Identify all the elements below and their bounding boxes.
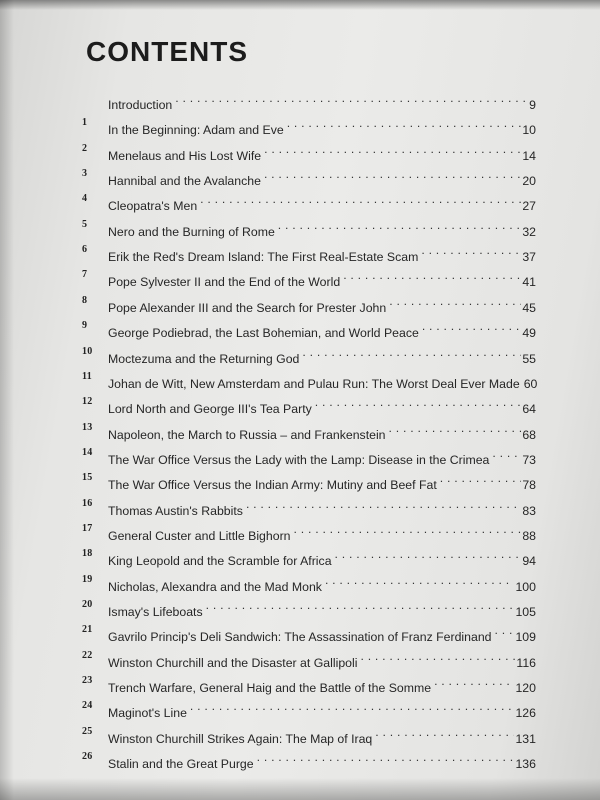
toc-entry: [0, 366, 600, 391]
page-number: 136: [515, 757, 536, 772]
chapter-number: 5: [82, 218, 88, 230]
toc-entry: [0, 341, 600, 366]
toc-entry: [0, 442, 600, 467]
page-number: 64: [522, 402, 536, 417]
dot-leader: [294, 518, 522, 540]
toc-entry: [0, 239, 600, 265]
page-top-edge: [0, 0, 600, 10]
dot-leader: [360, 645, 515, 667]
chapter-number: 13: [82, 421, 93, 433]
chapter-number: 19: [82, 573, 93, 585]
page-number: 73: [522, 452, 536, 467]
page-number: 100: [515, 579, 536, 594]
chapter-title: Hannibal and the Avalanche: [108, 174, 261, 189]
page-title: CONTENTS: [86, 36, 248, 67]
chapter-number: 3: [82, 168, 88, 180]
page-number: 60: [523, 376, 538, 391]
page-number: 109: [515, 630, 536, 645]
chapter-number: 24: [82, 700, 93, 712]
toc-entry: [0, 391, 600, 417]
chapter-title: Lord North and George III's Tea Party: [108, 402, 312, 417]
chapter-title: Menelaus and His Lost Wife: [108, 148, 262, 163]
toc-entry: [0, 619, 600, 645]
chapter-title: Gavrilo Princip's Deli Sandwich: The Assassination of Franz Ferdinand: [108, 630, 492, 645]
chapter-number: 9: [82, 320, 88, 332]
toc-entry: [0, 493, 600, 518]
chapter-title: In the Beginning: Adam and Eve: [108, 123, 284, 138]
page-number: 27: [522, 199, 536, 214]
page-bottom-edge: [0, 778, 600, 800]
chapter-number: 20: [82, 599, 93, 610]
page-number: 94: [522, 554, 536, 569]
toc-entry: [0, 315, 600, 341]
dot-leader: [264, 138, 521, 160]
dot-leader: [264, 163, 521, 185]
page-number: 41: [522, 275, 536, 290]
chapter-title: General Custer and Little Bighorn: [108, 528, 291, 543]
chapter-title: Ismay's Lifeboats: [108, 605, 203, 619]
chapter-title: Nero and the Burning of Rome: [108, 224, 275, 239]
chapter-number: 25: [82, 725, 93, 737]
dot-leader: [492, 442, 521, 464]
toc-entry: [0, 214, 600, 239]
chapter-title: The War Office Versus the Lady with the Lamp: Disease in the Crimea: [108, 452, 490, 467]
chapter-title: Introduction: [108, 98, 173, 112]
chapter-number: 18: [82, 548, 93, 560]
dot-leader: [200, 188, 521, 210]
page-number: 10: [522, 123, 536, 138]
dot-leader: [422, 315, 522, 337]
chapter-title: Winston Churchill Strikes Again: The Map of Iraq: [108, 731, 373, 746]
chapter-number: 2: [82, 142, 88, 154]
chapter-title: Trench Warfare, General Haig and the Battle of the Somme: [108, 681, 432, 696]
chapter-title: King Leopold and the Scramble for Africa: [108, 554, 332, 569]
chapter-title: Johan de Witt, New Amsterdam and Pulau Run: The Worst Deal Ever Made: [108, 376, 520, 391]
chapter-title: Pope Sylvester II and the End of the World: [108, 275, 341, 290]
toc-entry: [0, 417, 600, 442]
toc-entry: [0, 543, 600, 569]
chapter-number: 1: [82, 117, 88, 129]
chapter-number: 7: [82, 269, 88, 281]
toc-entry: [0, 569, 600, 594]
dot-leader: [278, 214, 522, 236]
chapter-number: 10: [82, 345, 93, 357]
dot-leader: [190, 695, 515, 717]
dot-leader: [495, 619, 515, 641]
page-number: 45: [522, 300, 536, 315]
page-number: 9: [529, 98, 536, 112]
page-number: 68: [522, 427, 536, 442]
toc-entry: [0, 163, 600, 189]
chapter-number: 4: [82, 193, 88, 205]
chapter-number: 15: [82, 472, 93, 484]
chapter-number: 26: [82, 751, 93, 763]
page-number: 83: [522, 503, 536, 518]
dot-leader: [389, 417, 522, 439]
dot-leader: [434, 670, 514, 692]
chapter-title: The War Office Versus the Indian Army: Mutiny and Beef Fat: [108, 478, 437, 493]
chapter-number: 8: [82, 294, 88, 306]
dot-leader: [325, 569, 515, 591]
page-number: 32: [522, 224, 536, 239]
toc-entry: [0, 290, 600, 315]
dot-leader: [302, 341, 521, 363]
chapter-number: 16: [82, 497, 93, 509]
toc-entry: [0, 138, 600, 163]
page-number: 120: [515, 681, 536, 696]
chapter-number: 21: [82, 624, 93, 636]
chapter-number: 14: [82, 446, 93, 458]
page-number: 55: [522, 351, 536, 366]
page-number: 126: [515, 706, 536, 721]
chapter-title: Stalin and the Great Purge: [108, 757, 254, 772]
toc-entry: [0, 695, 600, 721]
chapter-number: 17: [82, 522, 93, 534]
dot-leader: [343, 264, 521, 286]
dot-leader: [246, 493, 521, 515]
chapter-title: George Podiebrad, the Last Bohemian, and World Peace: [108, 326, 419, 341]
toc-entry: [0, 188, 600, 214]
page-number: 105: [515, 605, 536, 619]
dot-leader: [421, 239, 521, 261]
chapter-number: 12: [82, 396, 93, 408]
page-number: 20: [522, 174, 536, 189]
chapter-title: Nicholas, Alexandra and the Mad Monk: [108, 579, 322, 594]
chapter-title: Winston Churchill and the Disaster at Gallipoli: [108, 655, 358, 670]
chapter-number: 6: [82, 244, 88, 256]
toc-entry: [0, 112, 600, 138]
toc-line: [108, 746, 536, 775]
page-number: 14: [522, 148, 536, 163]
toc-entry: [0, 746, 600, 772]
chapter-title: Cleopatra's Men: [108, 199, 198, 214]
chapter-title: Erik the Red's Dream Island: The First Real-Estate Scam: [108, 250, 419, 265]
dot-leader: [257, 746, 515, 768]
toc-entry: [0, 87, 600, 112]
toc-entry: [0, 721, 600, 746]
chapter-title: Moctezuma and the Returning God: [108, 351, 300, 366]
toc-entry: [0, 264, 600, 290]
page-number: 37: [522, 250, 536, 265]
dot-leader: [335, 543, 522, 565]
page-number: 88: [522, 528, 536, 543]
dot-leader: [375, 721, 514, 743]
dot-leader: [175, 87, 528, 109]
chapter-number: 22: [82, 649, 93, 661]
toc-entry: [0, 670, 600, 696]
page-number: 131: [515, 731, 536, 746]
chapter-title: Pope Alexander III and the Search for Prester John: [108, 300, 387, 315]
chapter-number: 23: [82, 675, 93, 687]
dot-leader: [440, 467, 522, 489]
toc-entry: [0, 467, 600, 493]
dot-leader: [315, 391, 522, 413]
dot-leader: [206, 594, 515, 616]
dot-leader: [287, 112, 522, 134]
toc-entry: [0, 518, 600, 543]
dot-leader: [389, 290, 521, 312]
chapter-title: Thomas Austin's Rabbits: [108, 503, 243, 518]
toc-entry: [0, 645, 600, 670]
chapter-number: 11: [82, 370, 93, 382]
chapter-title: Napoleon, the March to Russia – and Frankenstein: [108, 427, 386, 442]
chapter-title: Maginot's Line: [108, 706, 187, 721]
page-number: 49: [522, 326, 536, 341]
page-number: 78: [522, 478, 536, 493]
page-number: 116: [516, 655, 536, 670]
toc-entry: [0, 594, 600, 619]
